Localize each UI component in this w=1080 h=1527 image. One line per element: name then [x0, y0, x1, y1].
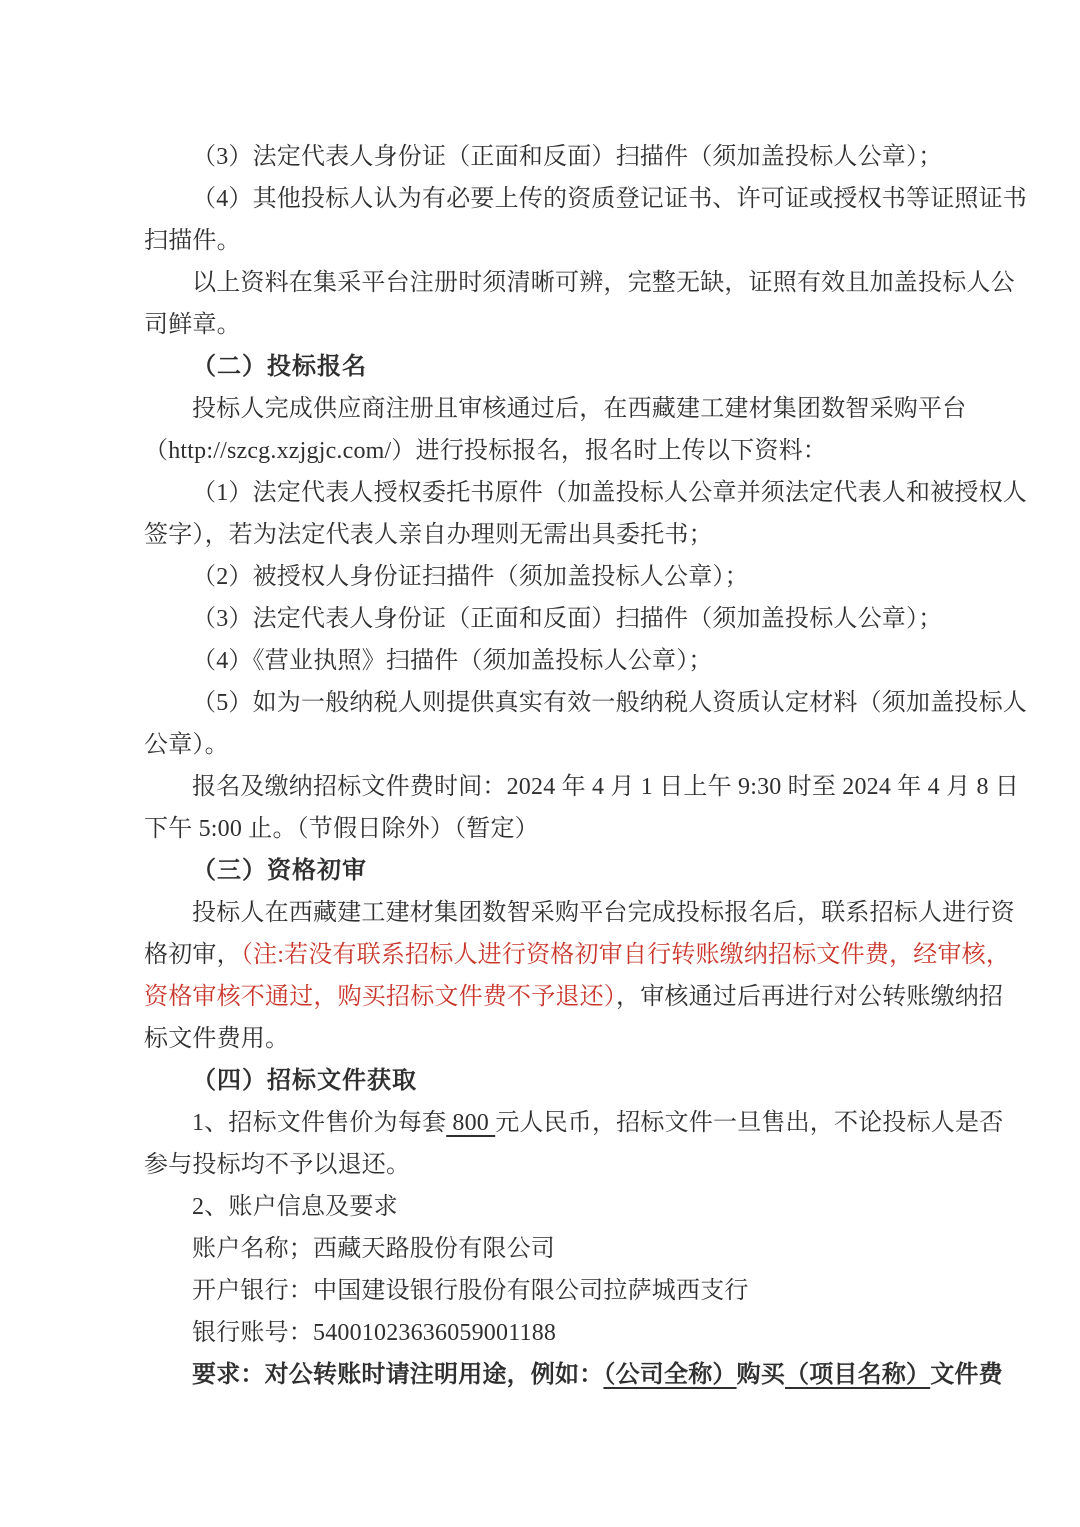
document-line	[144, 682, 1027, 724]
document-line	[144, 514, 938, 556]
document-line	[144, 388, 967, 430]
underlined-text: （项目名称）	[785, 1362, 931, 1388]
document-line	[144, 892, 1015, 934]
text-segment: （5）如为一般纳税人则提供真实有效一般纳税人资质认定材料（须加盖投标人	[192, 690, 1027, 716]
document-line	[144, 1102, 1004, 1144]
red-note-text: （注:若没有联系招标人进行资格初审自行转账缴纳招标文件费，经审核，	[240, 942, 1011, 968]
text-segment: 报名及缴纳招标文件费时间：2024 年 4 月 1 日上午 9:30 时至 2024 年 4 月 8 日	[192, 774, 1020, 800]
text-segment: 购买	[736, 1362, 786, 1388]
text-segment: 银行账号：54001023636059001188	[192, 1320, 557, 1346]
document-line	[144, 808, 938, 850]
document-line	[144, 220, 938, 262]
document-line	[144, 1186, 938, 1228]
document-line	[144, 1144, 938, 1186]
document-line	[144, 934, 1011, 976]
document-line	[144, 1228, 938, 1270]
section-heading	[144, 850, 938, 892]
text-segment: 开户银行：中国建设银行股份有限公司拉萨城西支行	[192, 1278, 749, 1304]
text-segment: 参与投标均不予以退还。	[144, 1152, 411, 1178]
text-segment: 投标人完成供应商注册且审核通过后，在西藏建工建材集团数智采购平台	[192, 396, 967, 422]
document-line	[144, 556, 938, 598]
section-heading	[144, 1060, 938, 1102]
text-segment: 投标人在西藏建工建材集团数智采购平台完成投标报名后，联系招标人进行资	[192, 900, 1015, 926]
document-line	[144, 430, 938, 472]
document-line	[144, 1312, 938, 1354]
underlined-text: （公司全称）	[603, 1362, 737, 1388]
text-segment: 司鲜章。	[144, 312, 241, 338]
document-line	[144, 598, 943, 640]
text-segment: 2、账户信息及要求	[192, 1194, 398, 1220]
text-segment: （http://szcg.xzjgjc.com/）进行投标报名，报名时上传以下资料：	[144, 438, 828, 464]
document-body	[144, 136, 1027, 1396]
text-segment: 扫描件。	[144, 228, 241, 254]
text-segment: 要求：对公转账时请注明用途，例如：	[192, 1362, 604, 1388]
text-segment: （四）招标文件获取	[192, 1067, 417, 1094]
text-segment: 下午 5:00 止。（节假日除外）（暂定）	[144, 816, 539, 842]
text-segment: 账户名称；西藏天路股份有限公司	[192, 1236, 555, 1262]
document-line	[144, 472, 1027, 514]
document-line	[144, 766, 1020, 808]
document-line	[144, 640, 938, 682]
underlined-text: 800	[446, 1110, 496, 1136]
document-line	[144, 136, 943, 178]
text-segment: （3）法定代表人身份证（正面和反面）扫描件（须加盖投标人公章）；	[192, 144, 943, 170]
section-heading	[144, 346, 938, 388]
document-line	[144, 724, 938, 766]
text-segment: 元人民币，招标文件一旦售出，不论投标人是否	[495, 1110, 1004, 1136]
document-line	[144, 304, 938, 346]
document-line	[144, 1354, 1003, 1396]
document-line	[144, 1270, 938, 1312]
text-segment: 以上资料在集采平台注册时须清晰可辨，完整无缺，证照有效且加盖投标人公	[192, 270, 1015, 296]
document-line	[144, 262, 1015, 304]
text-segment: （三）资格初审	[192, 857, 367, 884]
text-segment: （4）《营业执照》扫描件（须加盖投标人公章）；	[192, 648, 713, 674]
text-segment: 公章）。	[144, 732, 229, 758]
text-segment: 标文件费用。	[144, 1026, 290, 1052]
text-segment: （3）法定代表人身份证（正面和反面）扫描件（须加盖投标人公章）；	[192, 606, 943, 632]
text-segment: （2）被授权人身份证扫描件（须加盖投标人公章）；	[192, 564, 749, 590]
text-segment: ，审核通过后再进行对公转账缴纳招	[616, 984, 1004, 1010]
text-segment: 1、招标文件售价为每套	[192, 1110, 447, 1136]
document-line	[144, 1018, 938, 1060]
document-line	[144, 976, 1004, 1018]
text-segment: 签字），若为法定代表人亲自办理则无需出具委托书；	[144, 522, 713, 548]
text-segment: （二）投标报名	[192, 353, 367, 380]
text-segment: （4）其他投标人认为有必要上传的资质登记证书、许可证或授权书等证照证书	[192, 186, 1027, 212]
red-note-text: 资格审核不通过，购买招标文件费不予退还）	[144, 984, 616, 1010]
text-segment: 文件费	[930, 1362, 1003, 1388]
text-segment: （1）法定代表人授权委托书原件（加盖投标人公章并须法定代表人和被授权人	[192, 480, 1027, 506]
text-segment: 格初审，	[144, 942, 241, 968]
document-line	[144, 178, 1027, 220]
